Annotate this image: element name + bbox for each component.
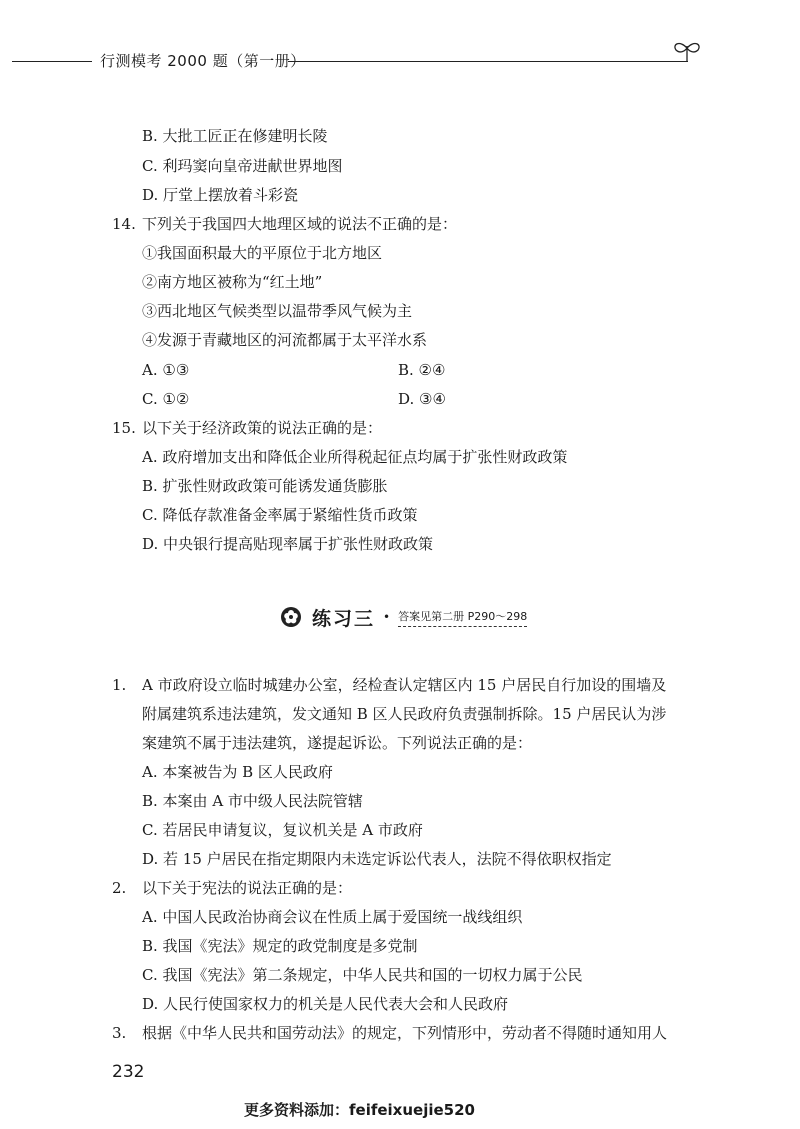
option-line: D. 若 15 户居民在指定期限内未选定诉讼代表人，法院不得依职权指定 (142, 850, 612, 868)
question-stem: A 市政府设立临时城建办公室，经检查认定辖区内 15 户居民自行加设的围墙及 (142, 676, 667, 694)
option-line: A. 本案被告为 B 区人民政府 (142, 763, 333, 781)
question-number: 14. (112, 215, 136, 233)
question-stem: 下列关于我国四大地理区域的说法不正确的是： (142, 215, 458, 233)
section-heading (280, 602, 527, 632)
section-title: 练习三 (312, 607, 376, 630)
question-number: 15. (112, 419, 136, 437)
option-line: C. 若居民申请复议，复议机关是 A 市政府 (142, 821, 423, 839)
option-line: C. 利玛窦向皇帝进献世界地图 (142, 157, 343, 175)
option-line: C. 降低存款准备金率属于紧缩性货币政策 (142, 506, 418, 524)
question-stem: 根据《中华人民共和国劳动法》的规定，下列情形中，劳动者不得随时通知用人 (142, 1024, 668, 1042)
option-line: C. 我国《宪法》第二条规定，中华人民共和国的一切权力属于公民 (142, 966, 583, 984)
option-line: A. 中国人民政治协商会议在性质上属于爱国统一战线组织 (142, 908, 523, 926)
question-stem: 案建筑不属于违法建筑，遂提起诉讼。下列说法正确的是： (142, 734, 533, 752)
option-line: D. 厅堂上摆放着斗彩瓷 (142, 186, 299, 204)
option-line: D. ③④ (398, 390, 446, 408)
section-separator: • (383, 610, 391, 624)
option-line: D. 人民行使国家权力的机关是人民代表大会和人民政府 (142, 995, 509, 1013)
book-title: 行测模考 2000 题（第一册） (100, 52, 306, 70)
page-number: 232 (112, 1062, 145, 1082)
statement-line: ③西北地区气候类型以温带季风气候为主 (142, 302, 413, 320)
answer-reference: 答案见第二册 P290～298 (398, 608, 527, 627)
option-line: D. 中央银行提高贴现率属于扩张性财政政策 (142, 535, 434, 553)
question-stem: 以下关于宪法的说法正确的是： (142, 879, 353, 897)
option-line: B. ②④ (398, 361, 446, 379)
statement-line: ④发源于青藏地区的河流都属于太平洋水系 (142, 331, 428, 349)
question-number: 1. (112, 676, 127, 694)
option-line: B. 本案由 A 市中级人民法院管辖 (142, 792, 363, 810)
option-line: B. 大批工匠正在修建明长陵 (142, 127, 328, 145)
question-number: 3. (112, 1024, 127, 1042)
statement-line: ①我国面积最大的平原位于北方地区 (142, 244, 383, 262)
option-line: B. 扩张性财政政策可能诱发通货膨胀 (142, 477, 388, 495)
header-rule-left (12, 61, 92, 62)
header-rule-right (288, 61, 688, 62)
question-stem: 以下关于经济政策的说法正确的是： (142, 419, 383, 437)
option-line: C. ①② (142, 390, 190, 408)
question-stem: 附属建筑系违法建筑，发文通知 B 区人民政府负责强制拆除。15 户居民认为涉 (142, 705, 667, 723)
sprout-icon (670, 38, 704, 64)
option-line: A. ①③ (142, 361, 190, 379)
running-header (0, 38, 800, 78)
footer-note: 更多资料添加：feifeixuejie520 (244, 1101, 475, 1119)
question-number: 2. (112, 879, 127, 897)
option-line: A. 政府增加支出和降低企业所得税起征点均属于扩张性财政政策 (142, 448, 568, 466)
option-line: B. 我国《宪法》规定的政党制度是多党制 (142, 937, 418, 955)
statement-line: ②南方地区被称为“红土地” (142, 273, 323, 291)
flower-icon (280, 606, 302, 628)
